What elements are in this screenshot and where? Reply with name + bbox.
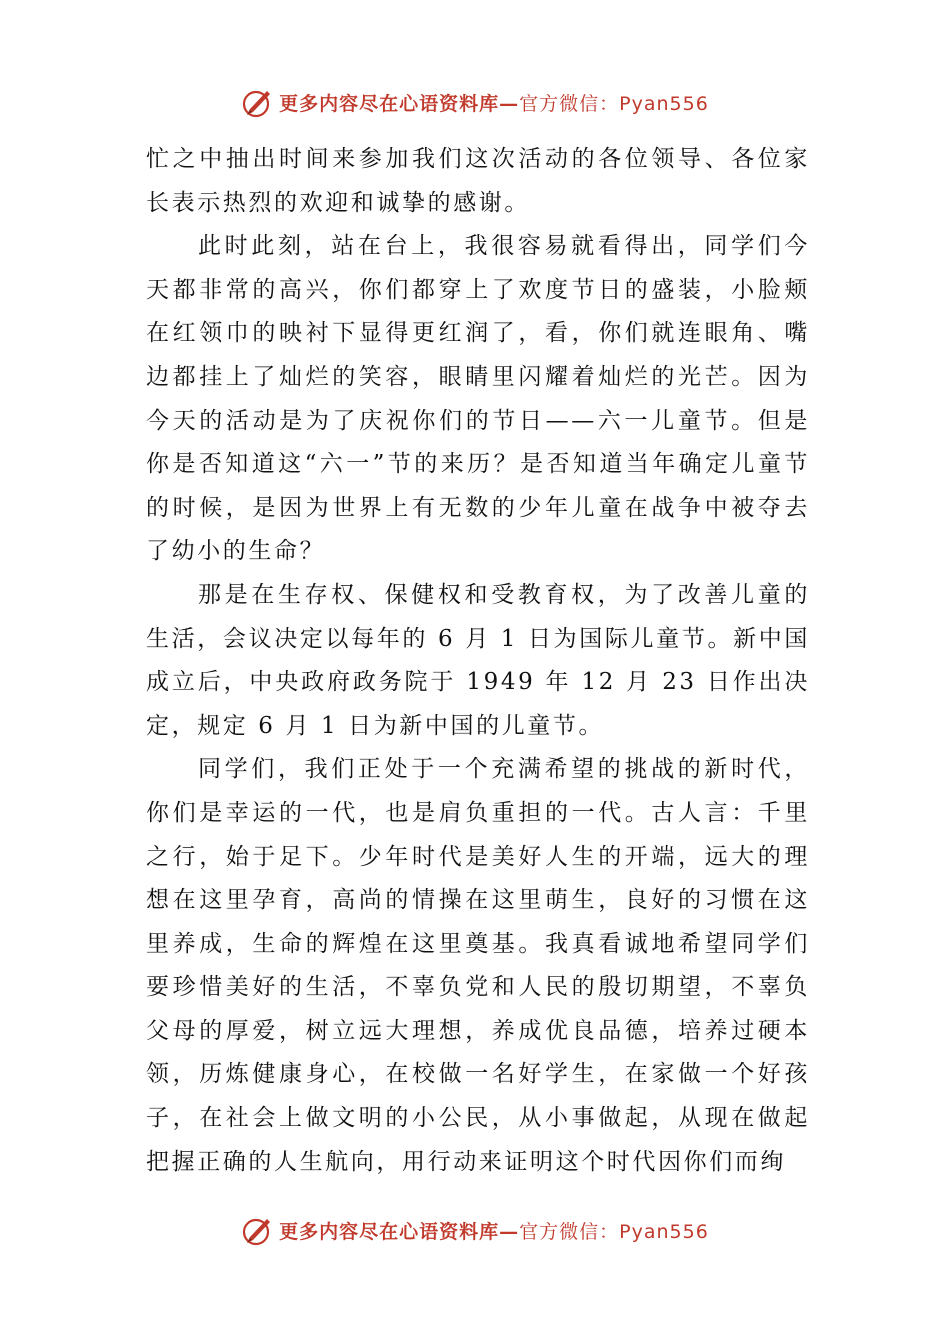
paragraph-1: 忙之中抽出时间来参加我们这次活动的各位领导、各位家长表示热烈的欢迎和诚挚的感谢。 bbox=[146, 146, 810, 216]
paragraph-2: 此时此刻，站在台上，我很容易就看得出，同学们今天都非常的高兴，你们都穿上了欢度节日的盛装，小脸颊在红领巾的映衬下显得更红润了，看，你们就连眼角、嘴边都挂上了灿烂的笑容，眼睛里闪耀着灿烂的光芒。因为今天的活动是为了庆祝你们的节日——六一儿童节。但是你是否知道这“六一”节的来历？是否知道当年确定儿童节的时候，是因为世界上有无数的少年儿童在战争中被夺去了幼小的生命？ bbox=[146, 233, 810, 565]
header-banner bbox=[0, 82, 950, 122]
document-body bbox=[146, 138, 810, 1184]
banner-wechat: 官方微信：Pyan556 bbox=[519, 92, 709, 115]
banner-text: 更多内容尽在心语资料库— bbox=[279, 1220, 520, 1243]
pen-nib-logo-icon bbox=[241, 1213, 275, 1247]
paragraph-3: 那是在生存权、保健权和受教育权，为了改善儿童的生活，会议决定以每年的 6 月 1 日为国际儿童节。新中国成立后，中央政府政务院于 1949 年 12 月 23 日作出决定，规定 6 月 1 日为新中国的儿童节。 bbox=[146, 581, 810, 739]
pen-nib-logo-icon bbox=[241, 85, 275, 119]
footer-banner bbox=[0, 1210, 950, 1250]
banner-wechat: 官方微信：Pyan556 bbox=[519, 1220, 709, 1243]
paragraph-4: 同学们，我们正处于一个充满希望的挑战的新时代，你们是幸运的一代，也是肩负重担的一代。古人言：千里之行，始于足下。少年时代是美好人生的开端，远大的理想在这里孕育，高尚的情操在这里萌生，良好的习惯在这里养成，生命的辉煌在这里奠基。我真看诚地希望同学们要珍惜美好的生活，不辜负党和人民的殷切期望，不辜负父母的厚爱，树立远大理想，养成优良品德，培养过硬本领，历炼健康身心，在校做一名好学生，在家做一个好孩子，在社会上做文明的小公民，从小事做起，从现在做起把握正确的人生航向，用行动来证明这个时代因你们而绚 bbox=[146, 756, 810, 1175]
banner-text: 更多内容尽在心语资料库— bbox=[279, 92, 520, 115]
